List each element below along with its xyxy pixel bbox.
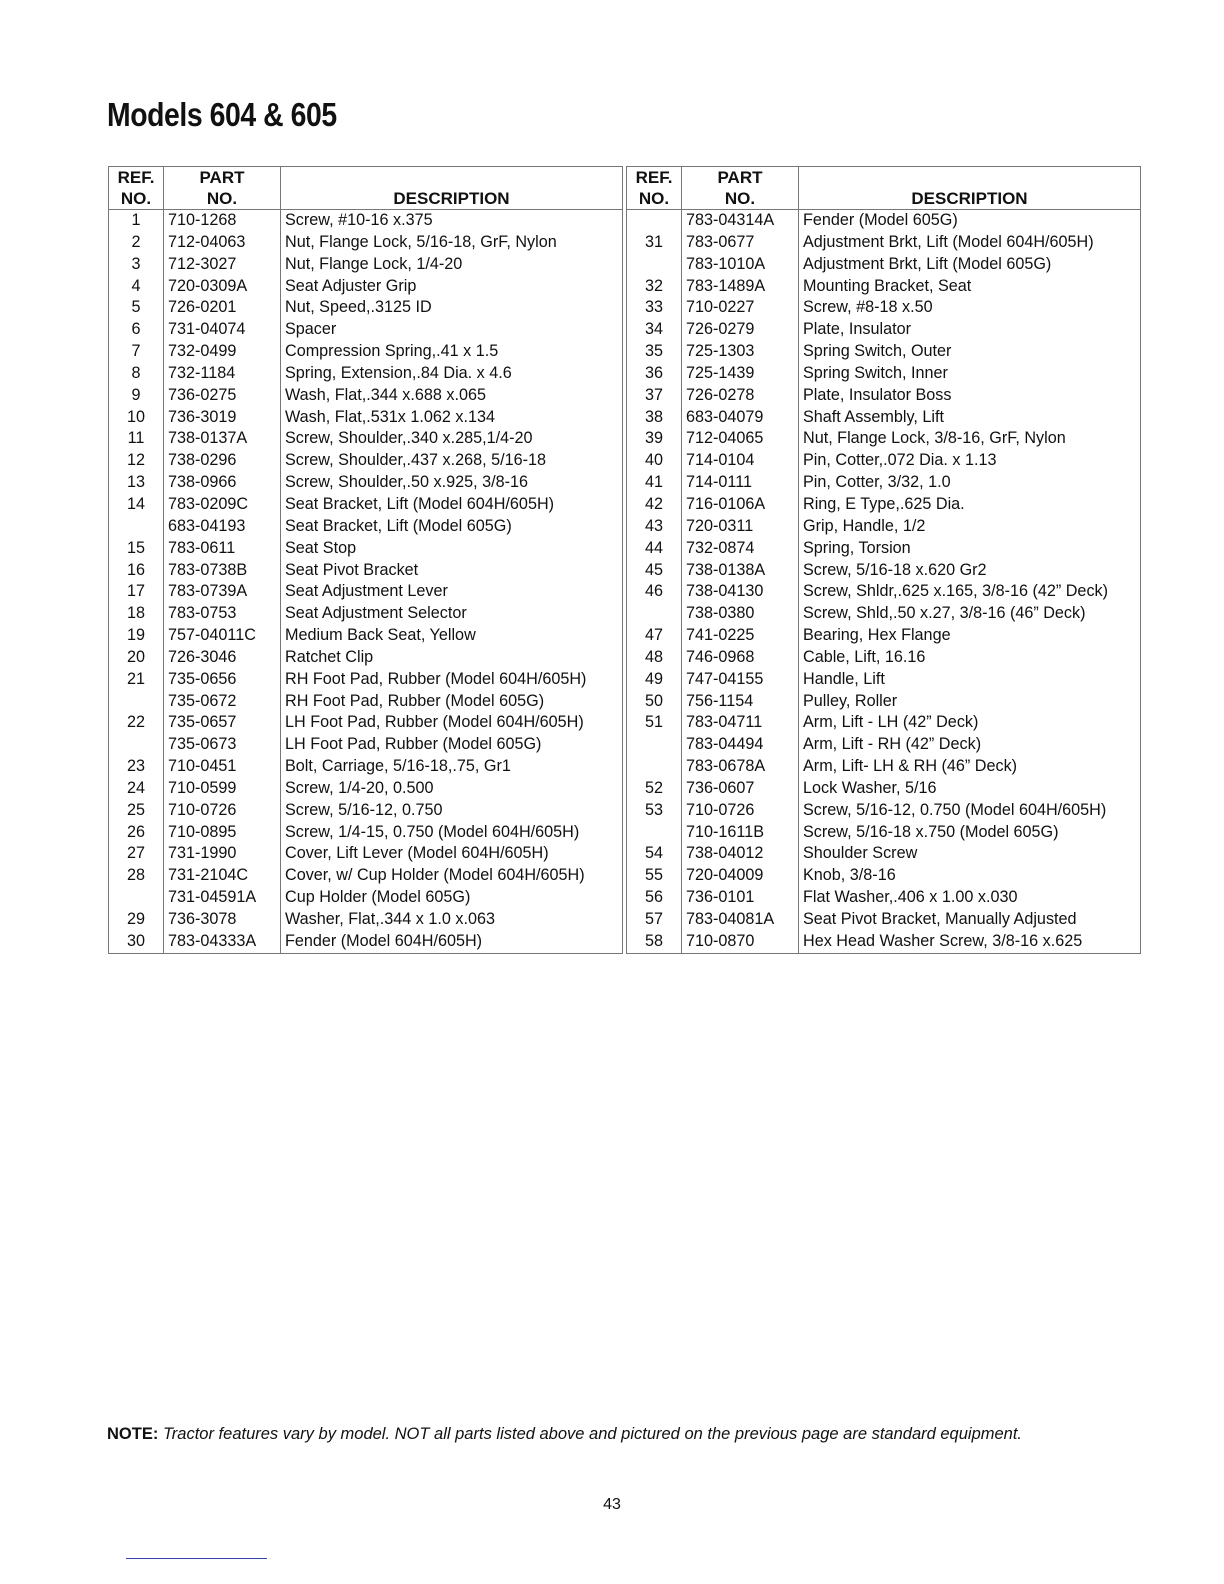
table-row (627, 407, 1141, 429)
ref-no-cell (109, 691, 164, 713)
part-no-cell: 710-0451 (164, 756, 281, 778)
ref-no-cell: 16 (109, 560, 164, 582)
part-no-cell: 726-3046 (164, 647, 281, 669)
description-cell: Screw, 5/16-12, 0.750 (Model 604H/605H) (799, 800, 1141, 822)
part-no-cell: 725-1303 (682, 341, 799, 363)
part-no-cell: 735-0672 (164, 691, 281, 713)
note-label: NOTE: (107, 1425, 159, 1443)
ref-no-cell: 4 (109, 276, 164, 298)
ref-no-cell: 45 (627, 560, 682, 582)
table-row (627, 691, 1141, 713)
description-cell: Nut, Flange Lock, 5/16-18, GrF, Nylon (281, 232, 623, 254)
ref-no-cell (627, 822, 682, 844)
description-cell: Nut, Flange Lock, 3/8-16, GrF, Nylon (799, 428, 1141, 450)
ref-no-cell: 5 (109, 297, 164, 319)
ref-no-cell: 38 (627, 407, 682, 429)
ref-header-line2: NO. (120, 189, 152, 208)
table-row (109, 341, 623, 363)
ref-no-cell: 27 (109, 843, 164, 865)
ref-no-cell: 23 (109, 756, 164, 778)
table-row (627, 385, 1141, 407)
ref-no-cell: 7 (109, 341, 164, 363)
description-cell: Seat Bracket, Lift (Model 604H/605H) (281, 494, 623, 516)
table-row (109, 756, 623, 778)
table-row (627, 472, 1141, 494)
ref-no-cell (109, 887, 164, 909)
ref-no-cell: 15 (109, 538, 164, 560)
ref-no-cell: 43 (627, 516, 682, 538)
table-row (627, 712, 1141, 734)
parts-table-left (108, 166, 623, 954)
part-no-cell: 756-1154 (682, 691, 799, 713)
description-cell: Seat Adjuster Grip (281, 276, 623, 298)
part-no-cell: 746-0968 (682, 647, 799, 669)
table-row (627, 581, 1141, 603)
description-cell: Spacer (281, 319, 623, 341)
ref-no-cell: 57 (627, 909, 682, 931)
part-no-cell: 683-04079 (682, 407, 799, 429)
description-cell: Wash, Flat,.344 x.688 x.065 (281, 385, 623, 407)
ref-no-cell: 37 (627, 385, 682, 407)
parts-table-left-body (109, 210, 623, 954)
part-no-cell: 738-0137A (164, 428, 281, 450)
ref-no-cell: 32 (627, 276, 682, 298)
table-row (627, 778, 1141, 800)
part-no-cell: 783-04494 (682, 734, 799, 756)
part-no-cell: 783-0678A (682, 756, 799, 778)
ref-no-cell (627, 756, 682, 778)
ref-no-cell: 13 (109, 472, 164, 494)
ref-no-cell: 30 (109, 931, 164, 953)
part-no-cell: 735-0656 (164, 669, 281, 691)
part-no-cell: 710-1268 (164, 210, 281, 232)
ref-no-cell: 42 (627, 494, 682, 516)
table-row (627, 909, 1141, 931)
part-header-line2: NO. (206, 189, 238, 208)
ref-no-cell: 17 (109, 581, 164, 603)
part-no-cell: 710-0726 (164, 800, 281, 822)
ref-header-line1: REF. (117, 168, 155, 187)
table-row (109, 210, 623, 232)
ref-no-cell (627, 734, 682, 756)
description-cell: Spring Switch, Inner (799, 363, 1141, 385)
part-no-cell: 738-0380 (682, 603, 799, 625)
description-cell: Spring, Extension,.84 Dia. x 4.6 (281, 363, 623, 385)
ref-no-cell: 28 (109, 865, 164, 887)
part-no-cell: 783-04081A (682, 909, 799, 931)
ref-no-cell: 3 (109, 254, 164, 276)
table-row (109, 778, 623, 800)
description-cell: Seat Bracket, Lift (Model 605G) (281, 516, 623, 538)
part-no-cell: 720-04009 (682, 865, 799, 887)
part-no-cell: 714-0104 (682, 450, 799, 472)
table-row (109, 363, 623, 385)
part-no-header (682, 167, 799, 210)
part-no-cell: 736-0607 (682, 778, 799, 800)
part-no-cell: 710-0895 (164, 822, 281, 844)
ref-no-cell: 35 (627, 341, 682, 363)
table-row (109, 734, 623, 756)
description-cell: Hex Head Washer Screw, 3/8-16 x.625 (799, 931, 1141, 953)
ref-no-cell: 21 (109, 669, 164, 691)
part-no-cell: 714-0111 (682, 472, 799, 494)
ref-no-cell: 52 (627, 778, 682, 800)
table-row (109, 691, 623, 713)
ref-no-cell: 44 (627, 538, 682, 560)
description-cell: Screw, Shld,.50 x.27, 3/8-16 (46” Deck) (799, 603, 1141, 625)
table-row (109, 800, 623, 822)
part-no-cell: 783-0677 (682, 232, 799, 254)
part-no-cell: 726-0279 (682, 319, 799, 341)
description-cell: Cup Holder (Model 605G) (281, 887, 623, 909)
part-no-cell: 726-0201 (164, 297, 281, 319)
table-row (627, 822, 1141, 844)
description-cell: Seat Adjustment Lever (281, 581, 623, 603)
table-header-row (627, 167, 1141, 210)
table-header-row (109, 167, 623, 210)
ref-no-cell: 34 (627, 319, 682, 341)
ref-no-cell: 2 (109, 232, 164, 254)
parts-table-right (626, 166, 1141, 954)
description-cell: Fender (Model 605G) (799, 210, 1141, 232)
ref-no-cell: 1 (109, 210, 164, 232)
table-row (109, 385, 623, 407)
table-row (109, 407, 623, 429)
description-cell: Grip, Handle, 1/2 (799, 516, 1141, 538)
description-cell: Arm, Lift - RH (42” Deck) (799, 734, 1141, 756)
table-row (627, 560, 1141, 582)
description-cell: Arm, Lift - LH (42” Deck) (799, 712, 1141, 734)
part-no-cell: 783-1010A (682, 254, 799, 276)
part-no-cell: 712-04063 (164, 232, 281, 254)
ref-no-cell: 19 (109, 625, 164, 647)
description-cell: Lock Washer, 5/16 (799, 778, 1141, 800)
table-row (109, 428, 623, 450)
table-row (627, 931, 1141, 953)
table-row (109, 822, 623, 844)
ref-no-cell: 36 (627, 363, 682, 385)
description-cell: Arm, Lift- LH & RH (46” Deck) (799, 756, 1141, 778)
table-row (109, 516, 623, 538)
table-row (109, 669, 623, 691)
description-cell: Spring Switch, Outer (799, 341, 1141, 363)
ref-no-cell: 14 (109, 494, 164, 516)
page-number: 43 (603, 1496, 621, 1513)
note-text: Tractor features vary by model. NOT all parts listed above and pictured on the previous page are standard equipment. (162, 1425, 1023, 1443)
description-cell: Wash, Flat,.531x 1.062 x.134 (281, 407, 623, 429)
ref-no-cell: 49 (627, 669, 682, 691)
table-row (627, 669, 1141, 691)
part-no-cell: 710-1611B (682, 822, 799, 844)
description-cell: Seat Adjustment Selector (281, 603, 623, 625)
table-row (109, 538, 623, 560)
table-row (109, 494, 623, 516)
part-no-cell: 747-04155 (682, 669, 799, 691)
ref-no-cell: 56 (627, 887, 682, 909)
part-no-cell: 757-04011C (164, 625, 281, 647)
part-header-line1: PART (199, 168, 245, 187)
part-no-cell: 738-04012 (682, 843, 799, 865)
part-no-cell: 783-0209C (164, 494, 281, 516)
description-cell: Fender (Model 604H/605H) (281, 931, 623, 953)
ref-no-cell (109, 734, 164, 756)
part-header-line1: PART (717, 168, 763, 187)
ref-no-header (109, 167, 164, 210)
part-no-cell: 738-0966 (164, 472, 281, 494)
part-no-cell: 726-0278 (682, 385, 799, 407)
description-cell: Cover, w/ Cup Holder (Model 604H/605H) (281, 865, 623, 887)
part-no-cell: 731-04591A (164, 887, 281, 909)
part-no-cell: 783-04711 (682, 712, 799, 734)
part-no-cell: 732-0874 (682, 538, 799, 560)
part-no-cell: 710-0726 (682, 800, 799, 822)
description-cell: Pulley, Roller (799, 691, 1141, 713)
description-cell: Screw, 5/16-12, 0.750 (281, 800, 623, 822)
ref-no-cell: 54 (627, 843, 682, 865)
table-row (109, 276, 623, 298)
part-no-cell: 783-0611 (164, 538, 281, 560)
part-no-cell: 710-0870 (682, 931, 799, 953)
table-row (627, 319, 1141, 341)
part-no-cell: 735-0657 (164, 712, 281, 734)
part-no-cell: 725-1439 (682, 363, 799, 385)
part-no-cell: 712-3027 (164, 254, 281, 276)
table-row (627, 297, 1141, 319)
table-row (627, 494, 1141, 516)
ref-no-header (627, 167, 682, 210)
ref-no-cell: 41 (627, 472, 682, 494)
ref-no-cell: 11 (109, 428, 164, 450)
table-row (109, 887, 623, 909)
table-row (627, 341, 1141, 363)
ref-no-cell: 39 (627, 428, 682, 450)
part-no-cell: 710-0227 (682, 297, 799, 319)
description-cell: Screw, Shldr,.625 x.165, 3/8-16 (42” Deck) (799, 581, 1141, 603)
table-row (627, 865, 1141, 887)
description-cell: Compression Spring,.41 x 1.5 (281, 341, 623, 363)
table-row (627, 538, 1141, 560)
table-row (627, 210, 1141, 232)
ref-header-line2: NO. (638, 189, 670, 208)
ref-no-cell: 29 (109, 909, 164, 931)
part-no-cell: 735-0673 (164, 734, 281, 756)
description-header: DESCRIPTION (281, 167, 623, 210)
part-no-cell: 783-04333A (164, 931, 281, 953)
description-cell: Screw, Shoulder,.340 x.285,1/4-20 (281, 428, 623, 450)
ref-no-cell: 9 (109, 385, 164, 407)
table-row (109, 450, 623, 472)
ref-no-cell: 51 (627, 712, 682, 734)
table-row (109, 560, 623, 582)
footer-rule (126, 1558, 267, 1559)
ref-no-cell (627, 210, 682, 232)
part-no-cell: 738-0138A (682, 560, 799, 582)
table-row (109, 625, 623, 647)
ref-no-cell: 50 (627, 691, 682, 713)
description-cell: Shoulder Screw (799, 843, 1141, 865)
description-cell: Adjustment Brkt, Lift (Model 605G) (799, 254, 1141, 276)
ref-no-cell: 47 (627, 625, 682, 647)
part-no-cell: 783-0739A (164, 581, 281, 603)
table-row (627, 603, 1141, 625)
table-row (109, 712, 623, 734)
description-cell: Spring, Torsion (799, 538, 1141, 560)
part-no-cell: 731-04074 (164, 319, 281, 341)
table-row (109, 931, 623, 953)
part-no-cell: 731-1990 (164, 843, 281, 865)
description-cell: Screw, #10-16 x.375 (281, 210, 623, 232)
description-cell: LH Foot Pad, Rubber (Model 605G) (281, 734, 623, 756)
description-cell: Medium Back Seat, Yellow (281, 625, 623, 647)
ref-header-line1: REF. (635, 168, 673, 187)
description-cell: LH Foot Pad, Rubber (Model 604H/605H) (281, 712, 623, 734)
description-cell: RH Foot Pad, Rubber (Model 605G) (281, 691, 623, 713)
table-row (627, 254, 1141, 276)
part-no-cell: 732-1184 (164, 363, 281, 385)
part-no-header (164, 167, 281, 210)
part-no-cell: 716-0106A (682, 494, 799, 516)
part-no-cell: 738-04130 (682, 581, 799, 603)
description-cell: Screw, 5/16-18 x.620 Gr2 (799, 560, 1141, 582)
description-header: DESCRIPTION (799, 167, 1141, 210)
table-row (109, 603, 623, 625)
table-row (627, 843, 1141, 865)
description-cell: Cable, Lift, 16.16 (799, 647, 1141, 669)
table-row (627, 647, 1141, 669)
description-cell: Screw, Shoulder,.50 x.925, 3/8-16 (281, 472, 623, 494)
table-row (109, 319, 623, 341)
description-cell: Screw, 1/4-20, 0.500 (281, 778, 623, 800)
description-cell: Seat Pivot Bracket, Manually Adjusted (799, 909, 1141, 931)
part-no-cell: 736-3078 (164, 909, 281, 931)
ref-no-cell: 10 (109, 407, 164, 429)
ref-no-cell: 58 (627, 931, 682, 953)
description-cell: Cover, Lift Lever (Model 604H/605H) (281, 843, 623, 865)
ref-no-cell: 20 (109, 647, 164, 669)
part-no-cell: 783-0738B (164, 560, 281, 582)
description-cell: Seat Stop (281, 538, 623, 560)
part-no-cell: 720-0309A (164, 276, 281, 298)
table-row (627, 450, 1141, 472)
description-cell: Pin, Cotter, 3/32, 1.0 (799, 472, 1141, 494)
table-row (109, 254, 623, 276)
part-no-cell: 720-0311 (682, 516, 799, 538)
description-cell: Bolt, Carriage, 5/16-18,.75, Gr1 (281, 756, 623, 778)
ref-no-cell: 33 (627, 297, 682, 319)
description-cell: Seat Pivot Bracket (281, 560, 623, 582)
description-cell: Pin, Cotter,.072 Dia. x 1.13 (799, 450, 1141, 472)
description-cell: Handle, Lift (799, 669, 1141, 691)
table-row (109, 647, 623, 669)
ref-no-cell (109, 516, 164, 538)
description-cell: Knob, 3/8-16 (799, 865, 1141, 887)
table-row (109, 843, 623, 865)
part-no-cell: 783-04314A (682, 210, 799, 232)
ref-no-cell: 31 (627, 232, 682, 254)
table-row (109, 232, 623, 254)
ref-no-cell: 6 (109, 319, 164, 341)
table-row (627, 734, 1141, 756)
ref-no-cell: 53 (627, 800, 682, 822)
ref-no-cell: 24 (109, 778, 164, 800)
description-cell: Adjustment Brkt, Lift (Model 604H/605H) (799, 232, 1141, 254)
part-no-cell: 736-0101 (682, 887, 799, 909)
description-cell: Screw, #8-18 x.50 (799, 297, 1141, 319)
part-header-line2: NO. (724, 189, 756, 208)
parts-table-right-body (627, 210, 1141, 954)
part-no-cell: 783-1489A (682, 276, 799, 298)
ref-no-cell (627, 603, 682, 625)
table-row (109, 472, 623, 494)
description-cell: Shaft Assembly, Lift (799, 407, 1141, 429)
table-row (627, 887, 1141, 909)
description-cell: Screw, 1/4-15, 0.750 (Model 604H/605H) (281, 822, 623, 844)
table-row (109, 297, 623, 319)
ref-no-cell: 26 (109, 822, 164, 844)
ref-no-cell: 48 (627, 647, 682, 669)
description-cell: Washer, Flat,.344 x 1.0 x.063 (281, 909, 623, 931)
table-row (627, 756, 1141, 778)
table-row (627, 625, 1141, 647)
table-row (627, 232, 1141, 254)
description-cell: Plate, Insulator (799, 319, 1141, 341)
table-row (627, 276, 1141, 298)
table-row (109, 581, 623, 603)
part-no-cell: 683-04193 (164, 516, 281, 538)
part-no-cell: 731-2104C (164, 865, 281, 887)
description-cell: Flat Washer,.406 x 1.00 x.030 (799, 887, 1141, 909)
ref-no-cell: 25 (109, 800, 164, 822)
note (107, 1425, 1022, 1444)
description-cell: Nut, Speed,.3125 ID (281, 297, 623, 319)
ref-no-cell: 22 (109, 712, 164, 734)
part-no-cell: 738-0296 (164, 450, 281, 472)
description-cell: Plate, Insulator Boss (799, 385, 1141, 407)
description-cell: Ring, E Type,.625 Dia. (799, 494, 1141, 516)
description-cell: Mounting Bracket, Seat (799, 276, 1141, 298)
ref-no-cell: 12 (109, 450, 164, 472)
table-row (109, 865, 623, 887)
ref-no-cell: 8 (109, 363, 164, 385)
ref-no-cell: 40 (627, 450, 682, 472)
part-no-cell: 710-0599 (164, 778, 281, 800)
description-cell: RH Foot Pad, Rubber (Model 604H/605H) (281, 669, 623, 691)
description-cell: Screw, 5/16-18 x.750 (Model 605G) (799, 822, 1141, 844)
table-row (627, 363, 1141, 385)
part-no-cell: 783-0753 (164, 603, 281, 625)
page-title: Models 604 & 605 (107, 96, 337, 133)
table-row (109, 909, 623, 931)
ref-no-cell: 46 (627, 581, 682, 603)
part-no-cell: 736-3019 (164, 407, 281, 429)
description-cell: Nut, Flange Lock, 1/4-20 (281, 254, 623, 276)
part-no-cell: 732-0499 (164, 341, 281, 363)
part-no-cell: 741-0225 (682, 625, 799, 647)
part-no-cell: 736-0275 (164, 385, 281, 407)
ref-no-cell: 18 (109, 603, 164, 625)
table-row (627, 428, 1141, 450)
ref-no-cell (627, 254, 682, 276)
description-cell: Bearing, Hex Flange (799, 625, 1141, 647)
part-no-cell: 712-04065 (682, 428, 799, 450)
table-row (627, 800, 1141, 822)
table-row (627, 516, 1141, 538)
ref-no-cell: 55 (627, 865, 682, 887)
description-cell: Screw, Shoulder,.437 x.268, 5/16-18 (281, 450, 623, 472)
description-cell: Ratchet Clip (281, 647, 623, 669)
